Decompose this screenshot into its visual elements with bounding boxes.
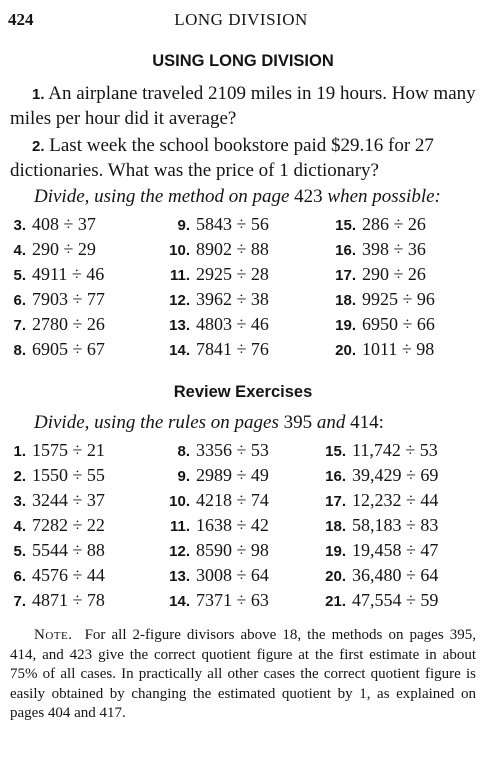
exercise-row [10, 314, 476, 339]
exercise-row [10, 490, 476, 515]
exercise-expression: 5544 ÷ 88 [32, 540, 105, 560]
problem-number: 2. [32, 138, 45, 155]
exercise-item [162, 314, 269, 335]
exercise-item [162, 465, 269, 486]
exercise-number: 18. [325, 518, 346, 535]
exercise-item [10, 314, 105, 335]
exercise-number: 10. [169, 493, 190, 510]
exercise-item [318, 515, 438, 536]
exercise-item [328, 314, 435, 335]
section-title-using-long-division: USING LONG DIVISION [152, 52, 334, 70]
instruction-colon: : [378, 412, 384, 433]
exercise-item [162, 565, 269, 586]
exercise-number: 20. [325, 568, 346, 585]
exercise-expression: 1550 ÷ 55 [32, 465, 105, 485]
exercise-row [10, 264, 476, 289]
exercise-expression: 1011 ÷ 98 [362, 339, 435, 359]
exercise-number: 8. [177, 443, 190, 460]
exercise-row [10, 515, 476, 540]
exercise-expression: 3962 ÷ 38 [196, 289, 269, 309]
exercise-expression: 4911 ÷ 46 [32, 264, 105, 284]
exercise-number: 4. [13, 242, 26, 259]
exercise-number: 9. [177, 468, 190, 485]
exercise-expression: 3244 ÷ 37 [32, 490, 105, 510]
exercise-expression: 4803 ÷ 46 [196, 314, 269, 334]
exercise-item [162, 339, 269, 360]
exercise-item [162, 515, 269, 536]
exercise-item [10, 239, 96, 260]
exercise-number: 4. [13, 518, 26, 535]
section-title-review-exercises: Review Exercises [173, 383, 313, 401]
exercise-number: 3. [13, 493, 26, 510]
exercise-number: 9. [177, 217, 190, 234]
exercise-number: 2. [13, 468, 26, 485]
exercise-number: 14. [169, 593, 190, 610]
exercise-expression: 47,554 ÷ 59 [352, 590, 439, 610]
exercise-grid-1 [10, 214, 476, 364]
exercise-expression: 11,742 ÷ 53 [352, 440, 438, 460]
instruction-page-ref-1: 395 [283, 412, 313, 433]
word-problem-1 [10, 82, 476, 131]
exercise-item [10, 465, 105, 486]
exercise-number: 20. [335, 342, 356, 359]
exercise-expression: 2780 ÷ 26 [32, 314, 105, 334]
exercise-number: 19. [335, 317, 356, 334]
exercise-expression: 58,183 ÷ 83 [352, 515, 439, 535]
exercise-row [10, 239, 476, 264]
exercise-item [10, 264, 104, 285]
exercise-expression: 7903 ÷ 77 [32, 289, 105, 309]
word-problem-2 [10, 134, 476, 183]
exercise-number: 1. [13, 443, 26, 460]
exercise-row [10, 214, 476, 239]
exercise-number: 6. [13, 292, 26, 309]
exercise-item [162, 289, 269, 310]
exercise-item [10, 289, 105, 310]
exercise-item [10, 515, 105, 536]
exercise-number: 15. [325, 443, 346, 460]
exercise-item [318, 490, 438, 511]
exercise-expression: 1575 ÷ 21 [32, 440, 105, 460]
note-text: For all 2-figure divisors above 18, the methods on pages 395, 414, and 423 give the correct quotient figure at the first estimate in about 75% of all cases. In practically all other cases the correct quotient figure is easily obtained by changing the estimated quotient by 1, as explained on pages 404 and 417. [10, 627, 476, 721]
instruction-line-1 [34, 186, 441, 208]
exercise-number: 14. [169, 342, 190, 359]
exercise-item [318, 440, 438, 461]
exercise-number: 16. [335, 242, 356, 259]
exercise-row [10, 540, 476, 565]
exercise-number: 8. [13, 342, 26, 359]
exercise-expression: 19,458 ÷ 47 [352, 540, 439, 560]
exercise-item [10, 540, 105, 561]
exercise-expression: 39,429 ÷ 69 [352, 465, 439, 485]
exercise-number: 10. [169, 242, 190, 259]
exercise-number: 17. [325, 493, 346, 510]
exercise-expression: 286 ÷ 26 [362, 214, 426, 234]
exercise-number: 11. [169, 518, 190, 535]
exercise-number: 5. [13, 543, 26, 560]
exercise-item [328, 239, 426, 260]
exercise-expression: 2925 ÷ 28 [196, 264, 269, 284]
exercise-number: 7. [13, 317, 26, 334]
exercise-number: 5. [13, 267, 26, 284]
exercise-expression: 290 ÷ 29 [32, 239, 96, 259]
exercise-item [162, 239, 269, 260]
problem-text: Last week the school bookstore paid $29.16 for 27 dictionaries. What was the price of 1 dictionary? [10, 135, 434, 181]
exercise-item [318, 540, 438, 561]
exercise-number: 7. [13, 593, 26, 610]
problem-text: An airplane traveled 2109 miles in 19 hours. How many miles per hour did it average? [10, 83, 476, 129]
instruction-text-and: and [316, 412, 346, 433]
exercise-expression: 1638 ÷ 42 [196, 515, 269, 535]
exercise-expression: 3356 ÷ 53 [196, 440, 269, 460]
instruction-text: Divide, using the rules on pages [34, 412, 279, 433]
exercise-number: 6. [13, 568, 26, 585]
exercise-expression: 3008 ÷ 64 [196, 565, 269, 585]
exercise-grid-2 [10, 440, 476, 615]
exercise-item [318, 565, 438, 586]
exercise-expression: 4218 ÷ 74 [196, 490, 269, 510]
exercise-item [10, 440, 105, 461]
exercise-item [318, 465, 438, 486]
exercise-item [10, 214, 96, 235]
exercise-number: 17. [335, 267, 356, 284]
exercise-item [10, 339, 105, 360]
exercise-item [328, 264, 426, 285]
exercise-item [162, 590, 269, 611]
exercise-expression: 8590 ÷ 98 [196, 540, 269, 560]
exercise-item [328, 214, 426, 235]
running-title: LONG DIVISION [174, 10, 308, 29]
exercise-expression: 4576 ÷ 44 [32, 565, 105, 585]
exercise-number: 21. [325, 593, 346, 610]
exercise-expression: 8902 ÷ 88 [196, 239, 269, 259]
instruction-text-end: when possible: [327, 186, 441, 207]
exercise-number: 3. [13, 217, 26, 234]
page-header [8, 10, 474, 32]
exercise-number: 15. [335, 217, 356, 234]
exercise-expression: 7841 ÷ 76 [196, 339, 269, 359]
exercise-expression: 7282 ÷ 22 [32, 515, 105, 535]
exercise-expression: 408 ÷ 37 [32, 214, 96, 234]
exercise-number: 18. [335, 292, 356, 309]
exercise-item [328, 339, 434, 360]
exercise-number: 13. [169, 568, 190, 585]
exercise-item [10, 490, 105, 511]
instruction-text: Divide, using the method on page [34, 186, 290, 207]
exercise-item [162, 540, 269, 561]
note-paragraph [10, 626, 476, 724]
exercise-expression: 5843 ÷ 56 [196, 214, 269, 234]
exercise-expression: 4871 ÷ 78 [32, 590, 105, 610]
exercise-item [328, 289, 435, 310]
exercise-item [162, 440, 269, 461]
exercise-row [10, 289, 476, 314]
exercise-number: 12. [169, 292, 190, 309]
exercise-expression: 290 ÷ 26 [362, 264, 426, 284]
exercise-row [10, 465, 476, 490]
exercise-number: 12. [169, 543, 190, 560]
exercise-expression: 9925 ÷ 96 [362, 289, 435, 309]
exercise-row [10, 565, 476, 590]
problem-number: 1. [32, 86, 45, 103]
exercise-expression: 7371 ÷ 63 [196, 590, 269, 610]
exercise-number: 19. [325, 543, 346, 560]
exercise-row [10, 590, 476, 615]
exercise-row [10, 339, 476, 364]
exercise-item [318, 590, 438, 611]
page-number: 424 [8, 10, 34, 29]
exercise-expression: 12,232 ÷ 44 [352, 490, 439, 510]
exercise-expression: 2989 ÷ 49 [196, 465, 269, 485]
exercise-number: 16. [325, 468, 346, 485]
instruction-page-ref: 423 [294, 186, 323, 207]
exercise-item [162, 264, 269, 285]
instruction-page-ref-2: 414 [350, 412, 379, 433]
exercise-number: 11. [169, 267, 190, 284]
exercise-item [162, 490, 269, 511]
exercise-expression: 398 ÷ 36 [362, 239, 426, 259]
exercise-expression: 6950 ÷ 66 [362, 314, 435, 334]
exercise-expression: 36,480 ÷ 64 [352, 565, 439, 585]
note-label: Note. [34, 627, 73, 643]
exercise-row [10, 440, 476, 465]
instruction-line-2 [34, 412, 384, 434]
exercise-item [10, 590, 105, 611]
exercise-item [10, 565, 105, 586]
exercise-item [162, 214, 269, 235]
exercise-number: 13. [169, 317, 190, 334]
exercise-expression: 6905 ÷ 67 [32, 339, 105, 359]
